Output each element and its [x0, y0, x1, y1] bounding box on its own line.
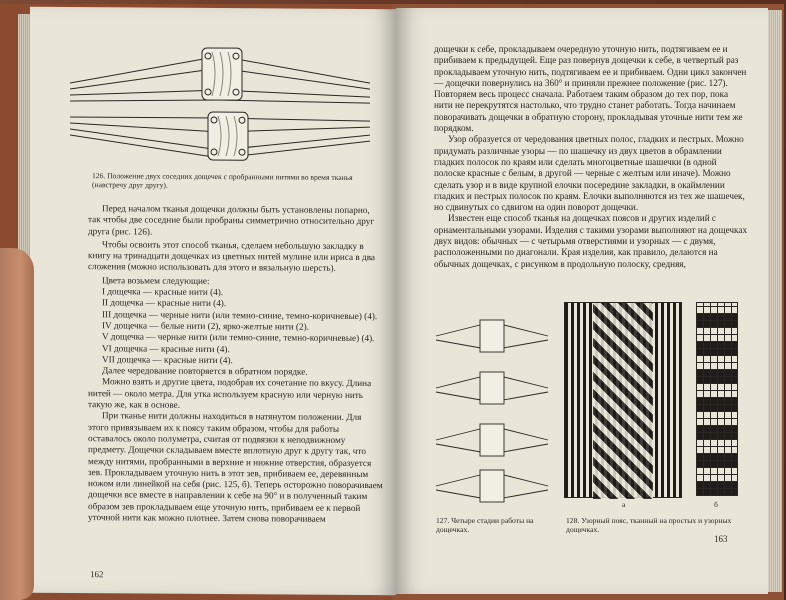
belt-center-pattern: [593, 303, 653, 499]
page-number-right: 163: [714, 534, 728, 544]
figure-127-four-stages: [432, 308, 552, 508]
paragraph: Чтобы освоить этот способ тканья, сделаем небольшую закладку в книгу на тринадцати дощечках из цветных нитей мулине или ириса в два сложения (можно использовать для этого и вязальную шерсть).: [88, 239, 376, 274]
paragraph: дощечки к себе, прокладываем очередную уточную нить, подтягиваем ее и прибиваем к предыдущей. Еще раз повернув дощечки к себе, в четвертый раз прокладываем уточную нить, подтягиваем ее и прибиваем. Одни цикл закончен — дощечки повернулись на 360° и приняли прежнее положение (рис. 127). Повторяем весь процесс сначала. Работаем таким образом до тех пор, пока нити не перекрутятся настолько, что трудно станет работать. Тогда начинаем поворачивать дощечки в обратную сторону, прокладывая уточные нити тем же порядком.: [434, 44, 747, 134]
stage-2: [436, 372, 548, 404]
left-body-text: [88, 203, 384, 525]
list-item: IV дощечка — белые нити (2), ярко-желтые нити (2).: [102, 320, 309, 332]
paragraph: Известен еще способ тканья на дощечках поясов и других изделий с орнаментальными узорами. Изделия с такими узорами выполняют на дощечках двух видов: обычных — с четырьмя отверстиями и узорных — с двумя, расположенными по диагонали. Края изделия, как правило, делаются на обычных дощечках, с рисунком в продольную полоску, средняя,: [434, 213, 748, 269]
figure-128b-grid: [696, 302, 738, 496]
paragraph: Далее чередование повторяется в обратном порядке.: [102, 365, 308, 377]
page-number-left: 162: [90, 569, 104, 580]
thumb-holding-book: [0, 248, 34, 600]
right-page: [396, 8, 768, 594]
paragraph: Узор образуется от чередования цветных полос, гладких и пестрых. Можно придумать различные узоры — по шашечку из двух цветов в обрамлении гладких полосок по краям или сделать многоцветные шашечки (в одной полоске красные с белым, в другой — черные с желтым или иначе). Можно сделать узор и в виде крупной елочки посередине закладки, в окаймлении гладких и пестрых полосок по краям. Елочки выполняются из тех же шашечек, но сдвинутых со сдвигом на один поворот дощечки.: [434, 134, 745, 213]
stage-1: [436, 320, 548, 352]
paragraph: Перед началом тканья дощечки должны быть установлены попарно, так чтобы две соседние были пробраны симметрично относительно друг друга (рис. 126).: [88, 203, 375, 237]
stage-4: [436, 470, 548, 502]
figure-128-label-b: б: [714, 500, 718, 509]
figure-126-weaving-cards: [70, 25, 370, 167]
list-item: III дощечка — черные нити (или темно-синие, темно-коричневые) (4).: [102, 308, 378, 321]
stage-3: [436, 424, 548, 456]
figure-127-caption: 127. Четыре стадии работы на дощечках.: [436, 516, 534, 535]
left-page: [30, 7, 396, 596]
list-item: I дощечка — красные нити (4).: [102, 286, 224, 298]
right-body-text: [434, 44, 748, 270]
figure-126-caption: 126. Положение двух соседних дощечек с пробранными нитями во время тканья (навстречу друг другу).: [92, 171, 353, 191]
figure-128-caption: 128. Узорный пояс, тканный на простых и узорных дощечках.: [566, 516, 732, 535]
paragraph: При тканье нити должны находиться в натянутом положении. Для этого привязываем их к поясу таким образом, чтобы для работы оставалось около полуметра, считая от подвязки к неподвижному предмету. Дощечки складываем вместе вплотную друг к другу так, что между нитями, пробранными в верхние и нижние отверстия, образуется зев. Прокладываем уточную нить в этот зев, прибиваем ее, деревянным ножом или линейкой на себя (рис. 125, б). Теперь осторожно поворачиваем дощечки все вместе в направлении к себе на 90° и в полученный таким образом зев прокладываем еще уточную нить, прибиваем ее к первой уточной нити как можно плотнее. Затем снова поворачиваем: [88, 410, 383, 524]
figure-128a-belt: [564, 302, 682, 498]
paragraph: Цвета возьмем следующие:: [102, 275, 210, 286]
figure-128-label-a: а: [622, 500, 626, 509]
color-list: [88, 286, 384, 367]
list-item: II дощечка — красные нити (4).: [102, 297, 227, 309]
list-item: V дощечка — черные нити (или темно-синие, темно-коричневые) (4).: [102, 331, 375, 344]
list-item: VII дощечка — красные нити (4).: [102, 354, 233, 365]
list-item: VI дощечка — красные нити (4).: [102, 342, 230, 354]
paragraph: Можно взять и другие цвета, подобрав их сочетание по вкусу. Длина нитей — около метра. Для утка используем красную или черную нить такую же, как в основе.: [88, 376, 372, 410]
